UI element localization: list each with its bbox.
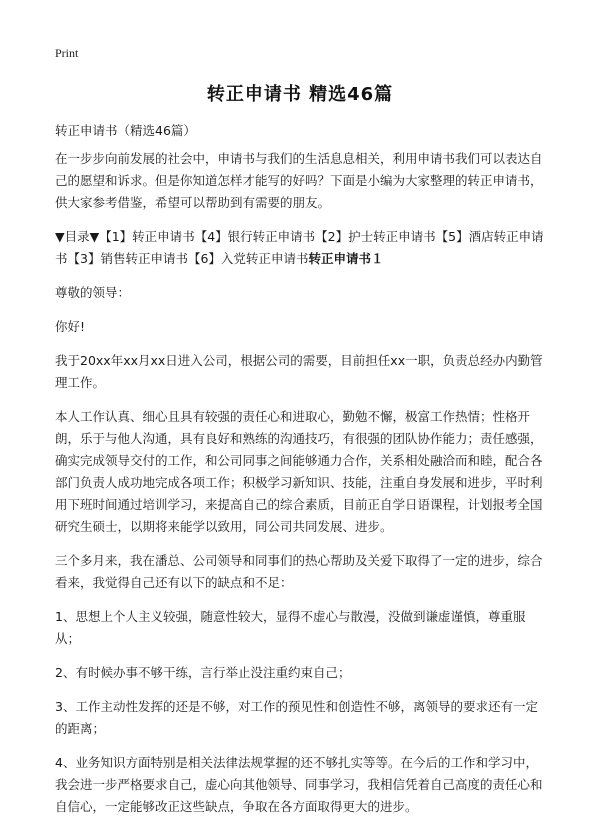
intro-paragraph: 在一步步向前发展的社会中，申请书与我们的生活息息相关，利用申请书我们可以表达自己的愿望和诉求。但是你知道怎样才能写的好吗？下面是小编为大家整理的转正申请书，供大家参考借鉴，希望可以帮助到有需要的朋友。 xyxy=(55,151,543,210)
print-link[interactable]: Print xyxy=(55,46,79,60)
toc-link-3[interactable]: 【3】销售转正申请书 xyxy=(67,251,188,266)
body-paragraph: 4、业务知识方面特别是相关法律法规掌握的还不够扎实等等。在今后的工作和学习中，我会进一步严格要求自己，虚心向其他领导、同事学习，我相信凭着自己高度的责任心和自信心，一定能够改正这些缺点，争取在各方面取得更大的进步。 xyxy=(55,755,543,814)
page-title: 转正申请书 精选46篇 xyxy=(206,84,394,105)
table-of-contents xyxy=(55,226,550,270)
greeting: 你好! xyxy=(55,319,86,334)
toc-link-2[interactable]: 【2】护士转正申请书 xyxy=(315,229,436,244)
body-paragraph: 2、有时候办事不够干练，言行举止没注重约束自己； xyxy=(55,665,351,680)
toc-link-4[interactable]: 【4】银行转正申请书 xyxy=(194,229,316,244)
article-subtitle: 转正申请书（精选46篇） xyxy=(55,123,196,138)
body-paragraph: 三个多月来，我在潘总、公司领导和同事们的热心帮助及关爱下取得了一定的进步，综合看来，我觉得自己还有以下的缺点和不足： xyxy=(55,553,543,590)
toc-prefix: ▼目录▼ xyxy=(55,229,100,244)
toc-link-6[interactable]: 【6】入党转正申请书 xyxy=(187,251,309,266)
body-paragraph: 3、工作主动性发挥的还是不够，对工作的预见性和创造性不够，离领导的要求还有一定的距离； xyxy=(55,699,538,736)
body-paragraph: 我于20xx年xx月xx日进入公司，根据公司的需要，目前担任xx一职，负责总经办内勤管理工作。 xyxy=(55,353,543,390)
body-paragraph: 本人工作认真、细心且具有较强的责任心和进取心，勤勉不懈，极富工作热情；性格开朗，乐于与他人沟通，具有良好和熟练的沟通技巧，有很强的团队协作能力；责任感强，确实完成领导交付的工作，和公司同事之间能够通力合作，关系相处融洽而和睦，配合各部门负责人成功地完成各项工作；积极学习新知识、技能，注重自身发展和进步，平时利用下班时间通过培训学习，来提高自己的综合素质，目前正自学日语课程，计划报考全国研究生硕士，以期将来能学以致用，同公司共同发展、进步。 xyxy=(55,409,543,534)
salutation: 尊敬的领导： xyxy=(55,285,131,300)
body-paragraph: 1、思想上个人主义较强，随意性较大，显得不虚心与散漫，没做到谦虚谨慎，尊重服从； xyxy=(55,609,526,646)
section-heading: 转正申请书１ xyxy=(308,251,384,266)
toc-link-5[interactable]: 【5】酒店转正申请书 xyxy=(55,229,544,266)
article-body xyxy=(55,120,550,830)
toc-link-1[interactable]: 【1】转正申请书 xyxy=(99,229,195,244)
